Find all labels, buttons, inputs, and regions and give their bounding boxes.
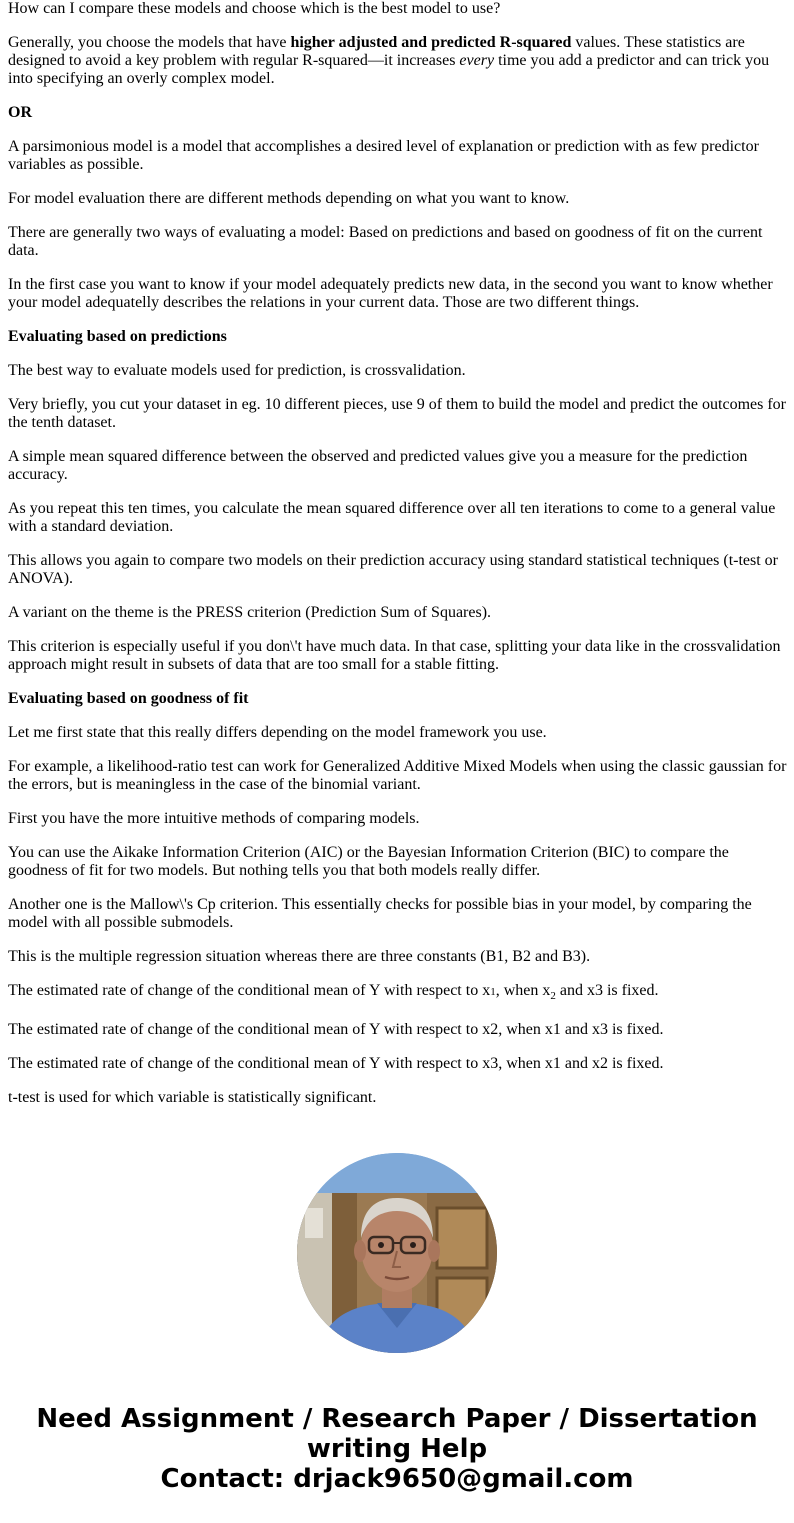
framework-paragraph: Let me first state that this really differs depending on the model framework you use. <box>8 724 547 741</box>
author-photo <box>297 1153 497 1353</box>
dataset-cut-paragraph: Very briefly, you cut your dataset in eg. 10 different pieces, use 9 of them to build the model and predict the outcomes for the tenth dataset. <box>8 396 786 431</box>
cases-paragraph: In the first case you want to know if your model adequately predicts new data, in the second you want to know whether your model adequatelly describes the relations in your current data. Those are two different things. <box>8 276 773 311</box>
goodness-heading <box>8 690 788 708</box>
rate-x1-paragraph <box>8 982 788 1001</box>
compare-accuracy-paragraph: This allows you again to compare two models on their prediction accuracy using standard statistical techniques (t-test or ANOVA). <box>8 552 779 587</box>
mallows-paragraph: Another one is the Mallow\'s Cp criterion. This essentially checks for possible bias in your model, by comparing the model with all possible submodels. <box>8 896 752 931</box>
regression-constants-paragraph: This is the multiple regression situation whereas there are three constants (B1, B2 and B3). <box>8 948 591 965</box>
rate-x1-text-middle: , when x <box>495 982 551 999</box>
rate-x3-paragraph: The estimated rate of change of the conditional mean of Y with respect to x3, when x1 and x2 is fixed. <box>8 1055 664 1072</box>
help-banner <box>0 1404 794 1494</box>
intuitive-methods-paragraph: First you have the more intuitive methods of comparing models. <box>8 810 420 827</box>
question-paragraph: How can I compare these models and choose which is the best model to use? <box>8 0 501 17</box>
help-banner-line2: writing Help <box>306 1434 488 1464</box>
parsimonious-paragraph: A parsimonious model is a model that accomplishes a desired level of explanation or prediction with as few predictor variables as possible. <box>8 138 759 173</box>
evaluation-methods-paragraph: For model evaluation there are different methods depending on what you want to know. <box>8 190 570 207</box>
or-separator <box>8 104 788 122</box>
r-squared-italic-text: every <box>459 52 495 69</box>
r-squared-text-middle: values. These statistics are designed to avoid a key problem with regular R-squared—it increases <box>8 34 745 69</box>
rate-x1-text-before: The estimated rate of change of the conditional mean of Y with respect to x <box>8 982 491 999</box>
predictions-heading <box>8 328 788 346</box>
two-ways-paragraph: There are generally two ways of evaluating a model: Based on predictions and based on goodness of fit on the current data. <box>8 224 763 259</box>
repeat-paragraph: As you repeat this ten times, you calculate the mean squared difference over all ten iterations to come to a general value with a standard deviation. <box>8 500 776 535</box>
t-test-paragraph: t-test is used for which variable is statistically significant. <box>8 1089 377 1106</box>
rate-x1-subscript: 1 <box>490 986 496 998</box>
or-label: OR <box>8 104 32 121</box>
r-squared-text-before: Generally, you choose the models that have <box>8 34 291 51</box>
press-usefulness-paragraph: This criterion is especially useful if you don\'t have much data. In that case, splitting your data like in the crossvalidation approach might result in subsets of data that are too small for a stable fitting. <box>8 638 781 673</box>
r-squared-bold-text: higher adjusted and predicted R-squared <box>290 34 572 51</box>
article-body <box>8 0 788 1123</box>
aic-bic-paragraph: You can use the Aikake Information Criterion (AIC) or the Bayesian Information Criterion (BIC) to compare the goodness of fit for two models. But nothing tells you that both models really differ. <box>8 844 729 879</box>
rate-x1-text-after: and x3 is fixed. <box>555 982 659 999</box>
rate-x2-paragraph: The estimated rate of change of the conditional mean of Y with respect to x2, when x1 and x3 is fixed. <box>8 1021 664 1038</box>
r-squared-text-after: time you add a predictor and can trick you into specifying an overly complex model. <box>8 52 770 87</box>
goodness-heading-text: Evaluating based on goodness of fit <box>8 690 249 707</box>
crossvalidation-paragraph: The best way to evaluate models used for prediction, is crossvalidation. <box>8 362 466 379</box>
likelihood-ratio-paragraph: For example, a likelihood-ratio test can work for Generalized Additive Mixed Models when using the classic gaussian for the errors, but is meaningless in the case of the binomial variant. <box>8 758 787 793</box>
press-paragraph: A variant on the theme is the PRESS criterion (Prediction Sum of Squares). <box>8 604 492 621</box>
r-squared-paragraph <box>8 34 788 88</box>
author-portrait-image <box>297 1153 497 1353</box>
predictions-heading-text: Evaluating based on predictions <box>8 328 227 345</box>
mean-squared-paragraph: A simple mean squared difference between the observed and predicted values give you a measure for the prediction accuracy. <box>8 448 748 483</box>
contact-email: Contact: drjack9650@gmail.com <box>160 1464 634 1494</box>
rate-x2-subscript: 2 <box>550 990 556 1002</box>
help-banner-line1: Need Assignment / Research Paper / Dissertation <box>36 1404 758 1434</box>
